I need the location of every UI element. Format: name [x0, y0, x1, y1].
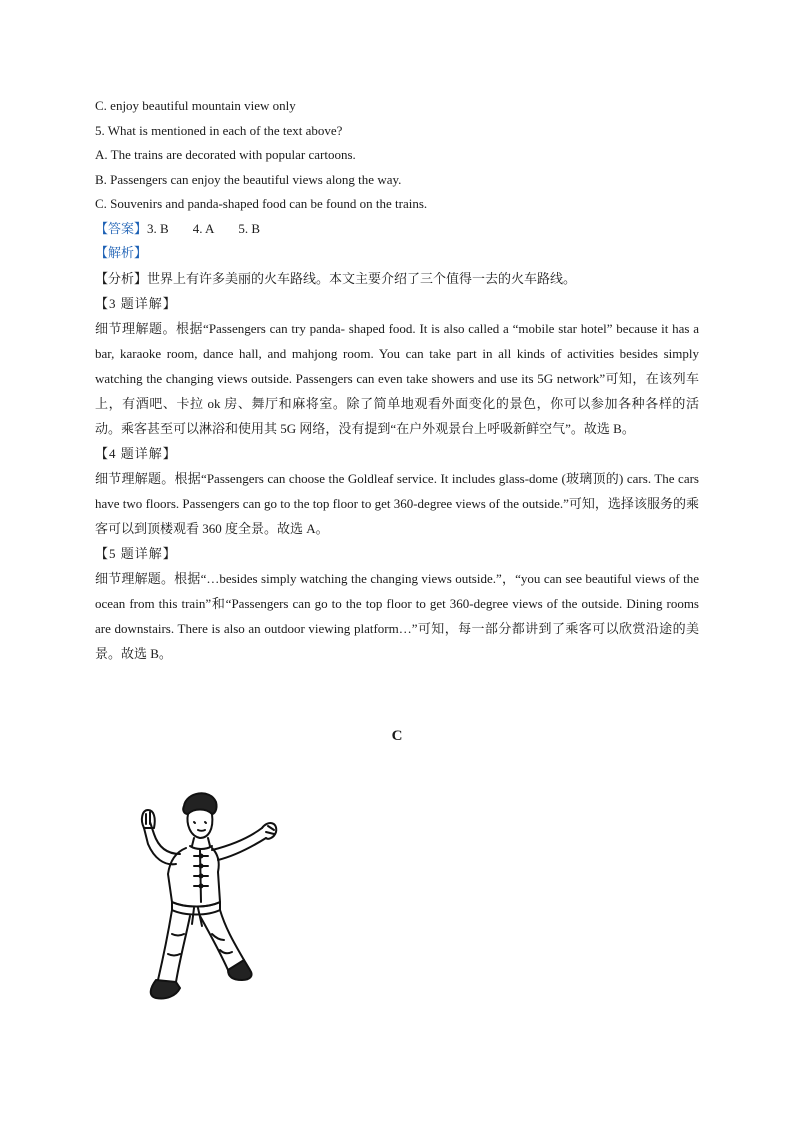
- question5-option-b: B. Passengers can enjoy the beautiful views along the way.: [95, 171, 402, 187]
- tai-chi-figure-icon: [128, 784, 288, 1008]
- answer-label: 【答案】: [95, 220, 148, 236]
- answer-q3: 3. B: [147, 220, 169, 236]
- document-body: [95, 94, 699, 666]
- detail3-heading: 【3 题详解】: [95, 295, 177, 311]
- answer-row: [95, 217, 699, 242]
- overview-paragraph: [95, 266, 699, 291]
- detail4-heading: 【4 题详解】: [95, 445, 177, 461]
- question5-option-a: A. The trains are decorated with popular cartoons.: [95, 147, 356, 162]
- question5-option-c: C. Souvenirs and panda-shaped food can be found on the trains.: [95, 196, 428, 211]
- question4-option-c: C. enjoy beautiful mountain view only: [95, 98, 296, 113]
- overview-text: 世界上有许多美丽的火车路线。本文主要介绍了三个值得一去的火车路线。: [147, 270, 577, 286]
- analysis-row: [95, 241, 699, 266]
- section-letter: C: [391, 728, 403, 744]
- detail3-paragraph: 细节理解题。根据“Passengers can try panda- shaped food. It is also called a “mobile star hotel” because it has a bar, karaoke room, dance hall, and mahjong room. You can take part in all kinds of activities besides simply watching the changing views outside. Passengers can even take showers and use its 5G network”可知，在该列车上，有酒吧、卡拉 ok 房、舞厅和麻将室。除了简单地观看外面变化的景色，你可以参加各种各样的活动。乘客甚至可以淋浴和使用其 5G 网络，没有提到“在户外观景台上呼吸新鲜空气”。故选 B。: [95, 320, 699, 436]
- answer-q4: 4. A: [192, 220, 215, 236]
- detail5-heading: 【5 题详解】: [95, 545, 177, 561]
- analysis-label: 【解析】: [95, 245, 148, 260]
- question5-stem: 5. What is mentioned in each of the text above?: [95, 122, 343, 138]
- overview-label: 【分析】: [95, 270, 148, 286]
- detail5-paragraph: 细节理解题。根据“…besides simply watching the changing views outside.”，“you can see beautiful views of the ocean from this train”和“Passengers can go to the top floor to get 360-degree views of the outside. Dining rooms are downstairs. There is also an outdoor viewing platform…”可知，每一部分都讲到了乘客可以欣赏沿途的美景。故选 B。: [95, 570, 699, 661]
- answer-q5: 5. B: [238, 220, 261, 236]
- detail4-paragraph: 细节理解题。根据“Passengers can choose the Goldleaf service. It includes glass-dome (玻璃顶的) cars. The cars have two floors. Passengers can go to the top floor to get 360-degree views of the outside.”可知，选择该服务的乘客可以到顶楼观看 360 度全景。故选 A。: [95, 470, 699, 536]
